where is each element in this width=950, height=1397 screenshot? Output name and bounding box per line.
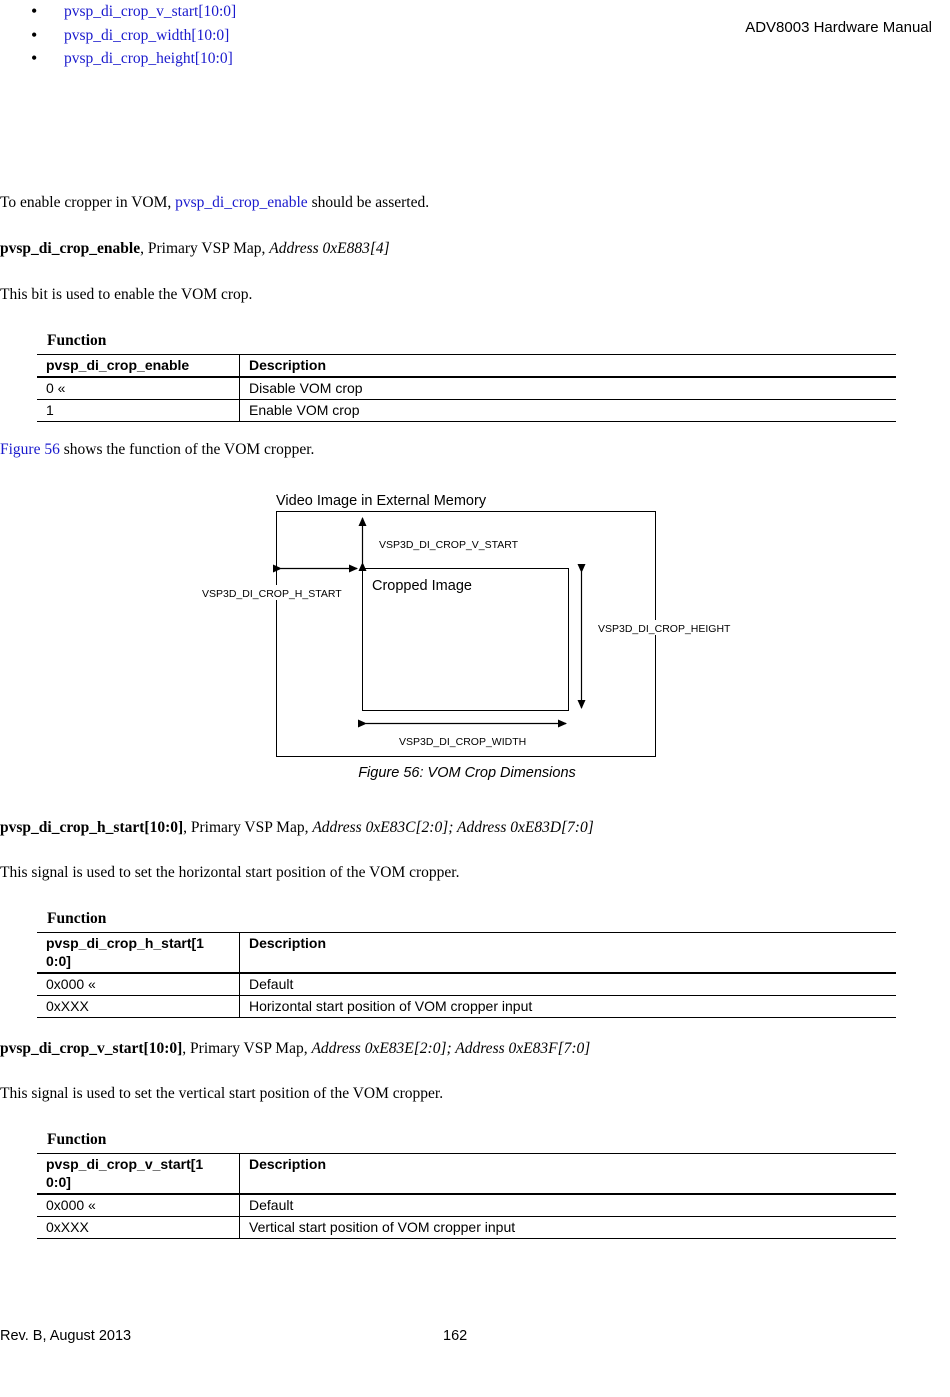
header-title: ADV8003 Hardware Manual <box>745 19 932 36</box>
table-header-row <box>37 1154 896 1195</box>
bullet-link-height[interactable]: pvsp_di_crop_height[10:0] <box>64 50 233 67</box>
width-label: VSP3D_DI_CROP_WIDTH <box>399 736 527 748</box>
table-row <box>37 1194 896 1217</box>
table-cell-value: 0x000 « <box>37 973 240 996</box>
column-header: Description <box>249 935 327 951</box>
function-caption: Function <box>47 1131 107 1148</box>
column-header: pvsp_di_crop_v_start[1 0:0] <box>37 1154 240 1195</box>
reg-enable-heading: pvsp_di_crop_enable, Primary VSP Map, Address 0xE883[4] <box>0 240 390 257</box>
intro-paragraph: To enable cropper in VOM, pvsp_di_crop_enable should be asserted. <box>0 194 430 211</box>
table-row <box>37 400 896 422</box>
table-cell-desc: Vertical start position of VOM cropper input <box>249 1219 516 1235</box>
reg-h-start-heading: pvsp_di_crop_h_start[10:0], Primary VSP Map, Address 0xE83C[2:0]; Address 0xE83D[7:0] <box>0 819 594 836</box>
table-cell-value: 0xXXX <box>37 1217 240 1239</box>
figure-56-link[interactable]: Figure 56 <box>0 441 60 458</box>
bullet-list <box>0 0 950 71</box>
column-header: Description <box>249 1156 327 1172</box>
bullet-item <box>0 47 950 71</box>
table-cell-desc: Default <box>249 1197 294 1213</box>
table-cell-value: 0x000 « <box>37 1194 240 1217</box>
outer-frame-label: Video Image in External Memory <box>276 493 487 509</box>
reg-h-start-description: This signal is used to set the horizontal start position of the VOM cropper. <box>0 864 460 881</box>
column-header: Description <box>249 357 327 373</box>
table-cell-desc: Disable VOM crop <box>249 380 363 396</box>
table-header-row <box>37 355 896 378</box>
bullet-item <box>0 0 950 24</box>
function-caption: Function <box>47 332 107 349</box>
h-start-label: VSP3D_DI_CROP_H_START <box>202 588 342 600</box>
height-label: VSP3D_DI_CROP_HEIGHT <box>598 623 731 635</box>
crop-v-start-table <box>37 1153 896 1239</box>
table-cell-desc: Enable VOM crop <box>249 402 360 418</box>
bullet-item <box>0 24 950 48</box>
table-row <box>37 1217 896 1239</box>
table-row <box>37 973 896 996</box>
column-header: pvsp_di_crop_enable <box>37 355 240 378</box>
table-header-row <box>37 933 896 974</box>
table-cell-value: 0 « <box>37 377 240 400</box>
footer-page-number: 162 <box>443 1328 468 1344</box>
crop-h-start-table <box>37 932 896 1018</box>
table-cell-desc: Horizontal start position of VOM cropper input <box>249 998 533 1014</box>
reg-v-start-description: This signal is used to set the vertical start position of the VOM cropper. <box>0 1085 444 1102</box>
function-caption: Function <box>47 910 107 927</box>
table-cell-value: 0xXXX <box>37 996 240 1018</box>
table-cell-desc: Default <box>249 976 294 992</box>
crop-enable-table <box>37 354 896 422</box>
reg-enable-description: This bit is used to enable the VOM crop. <box>0 286 253 303</box>
table-row <box>37 377 896 400</box>
inner-frame-label: Cropped Image <box>372 578 472 594</box>
bullet-link-v-start[interactable]: pvsp_di_crop_v_start[10:0] <box>64 3 237 20</box>
v-start-label: VSP3D_DI_CROP_V_START <box>379 539 519 551</box>
crop-dimensions-diagram <box>0 480 950 765</box>
table-cell-value: 1 <box>37 400 240 422</box>
reg-v-start-heading: pvsp_di_crop_v_start[10:0], Primary VSP Map, Address 0xE83E[2:0]; Address 0xE83F[7:0] <box>0 1040 591 1057</box>
table-row <box>37 996 896 1018</box>
figure-caption: Figure 56: VOM Crop Dimensions <box>358 765 576 781</box>
footer-revision: Rev. B, August 2013 <box>0 1328 132 1344</box>
column-header: pvsp_di_crop_h_start[1 0:0] <box>37 933 240 974</box>
figure-reference-paragraph: Figure 56 shows the function of the VOM cropper. <box>0 441 315 458</box>
bullet-link-width[interactable]: pvsp_di_crop_width[10:0] <box>64 26 230 44</box>
crop-enable-link[interactable]: pvsp_di_crop_enable <box>175 194 308 211</box>
